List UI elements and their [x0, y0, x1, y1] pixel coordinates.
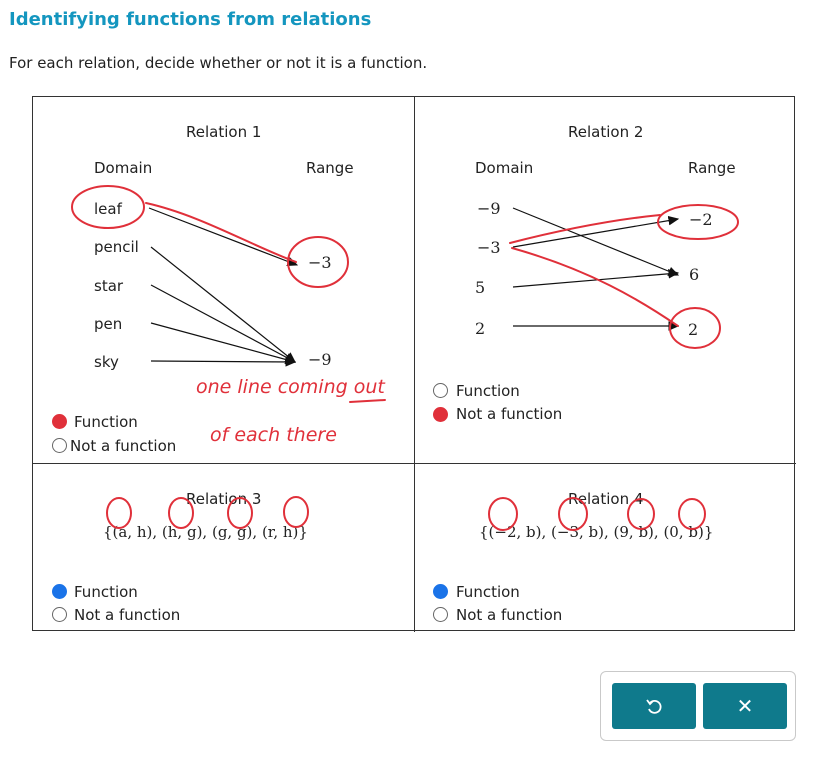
relation4-set: {(−2, b), (−3, b), (9, b), (0, b)} — [479, 523, 714, 541]
relation3-function-label[interactable]: Function — [74, 583, 138, 601]
relation2-domain-item: −3 — [477, 238, 501, 257]
arrow-neg9 — [513, 208, 678, 275]
relation2-domain-label: Domain — [475, 159, 534, 177]
relation1-function-label[interactable]: Function — [74, 413, 138, 431]
relation4-function-label[interactable]: Function — [456, 583, 520, 601]
relation1-title: Relation 1 — [186, 123, 262, 141]
relation2-not-function-label[interactable]: Not a function — [456, 405, 563, 423]
arrow-pen — [151, 323, 295, 362]
arrow-star — [151, 285, 295, 362]
relation1-domain-item: leaf — [94, 200, 122, 218]
relation1-domain-label: Domain — [94, 159, 153, 177]
arrow-leaf — [149, 208, 297, 265]
relation3-not-function-label[interactable]: Not a function — [74, 606, 181, 624]
action-panel — [600, 671, 796, 741]
arrow-neg3 — [513, 219, 678, 247]
relation2-function-label[interactable]: Function — [456, 382, 520, 400]
relation1-domain-item: sky — [94, 353, 119, 371]
relation1-domain-item: pencil — [94, 238, 139, 256]
relation2-range-item: 2 — [688, 320, 699, 339]
mapping-arrows — [33, 97, 796, 632]
relation1-domain-item: pen — [94, 315, 123, 333]
relation4-not-function-label[interactable]: Not a function — [456, 606, 563, 624]
relation2-range-item: 6 — [689, 265, 700, 284]
relation4-title: Relation 4 — [568, 490, 644, 508]
relation3-title: Relation 3 — [186, 490, 262, 508]
relation1-range-label: Range — [306, 159, 354, 177]
relation2-range-label: Range — [688, 159, 736, 177]
relation2-range-item: −2 — [689, 210, 713, 229]
clear-button[interactable] — [703, 683, 787, 729]
arrow-sky — [151, 361, 295, 362]
relations-grid — [32, 96, 795, 631]
undo-icon — [644, 696, 664, 716]
annotation-line1: one line coming out — [196, 376, 385, 398]
arrow-5 — [513, 273, 678, 287]
relation2-domain-item: 2 — [475, 319, 486, 338]
annotation-line2: of each there — [210, 424, 337, 446]
instructions: For each relation, decide whether or not it is a function. — [9, 54, 428, 72]
arrow-pencil — [151, 247, 295, 362]
relation1-domain-item: star — [94, 277, 124, 295]
page-title: Identifying functions from relations — [9, 9, 372, 30]
undo-button[interactable] — [612, 683, 696, 729]
relation2-title: Relation 2 — [568, 123, 644, 141]
relation2-domain-item: 5 — [475, 278, 486, 297]
relation1-range-item: −3 — [308, 253, 332, 272]
relation2-domain-item: −9 — [477, 199, 501, 218]
relation1-range-item: −9 — [308, 350, 332, 369]
relation1-not-function-label[interactable]: Not a function — [70, 437, 177, 455]
relation3-set: {(a, h), (h, g), (g, g), (r, h)} — [103, 523, 308, 541]
close-icon: ✕ — [736, 694, 754, 718]
